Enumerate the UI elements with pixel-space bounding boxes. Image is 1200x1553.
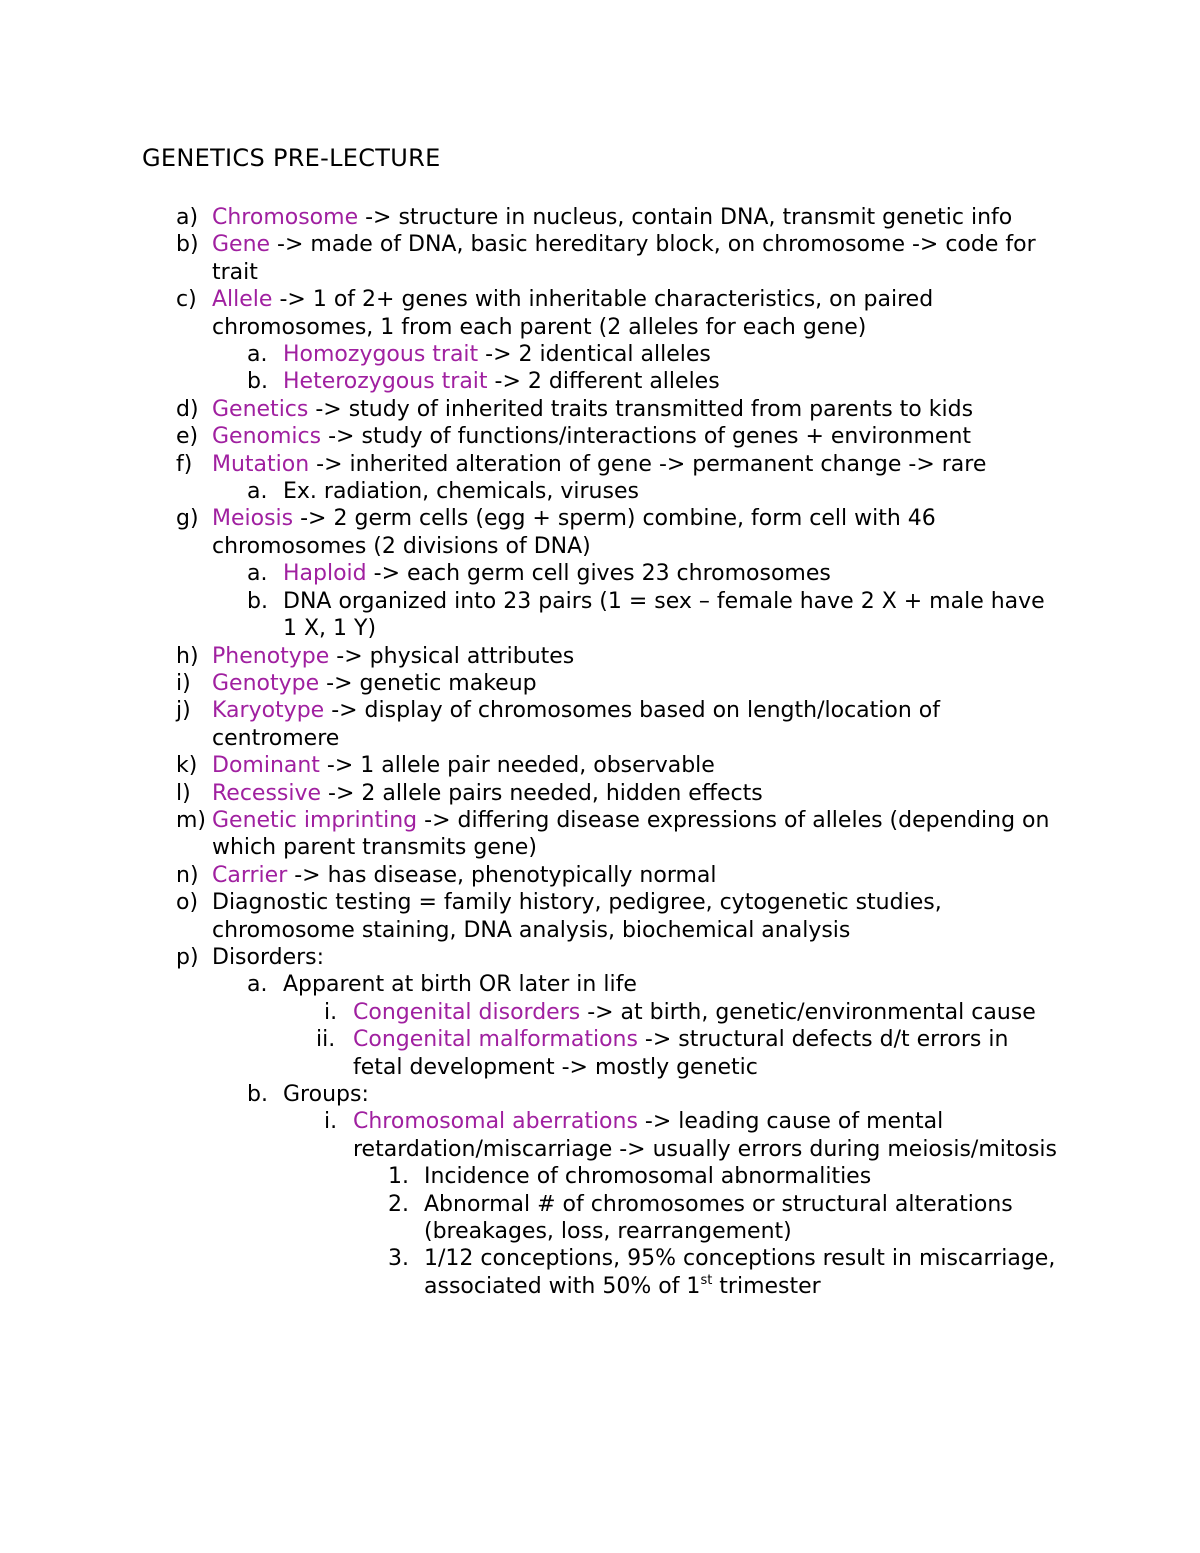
list-item — [0, 204, 1062, 231]
definition: -> display of chromosomes based on length/location of centromere — [212, 698, 940, 751]
term: Chromosome — [212, 205, 359, 230]
list-item — [0, 231, 1062, 286]
list-item — [0, 889, 1062, 944]
list-item — [0, 1026, 1063, 1081]
list-marker: i. — [324, 1109, 338, 1135]
term: Heterozygous trait — [283, 369, 488, 395]
list-marker: ii. — [316, 1027, 336, 1053]
term: Homozygous trait — [283, 342, 479, 368]
definition: -> 1 allele pair needed, observable — [319, 753, 715, 779]
list-marker: b. — [247, 1082, 268, 1107]
list-marker: b. — [247, 588, 268, 614]
list-marker: b) — [176, 232, 199, 258]
list-item — [0, 971, 1063, 998]
term: Allele — [212, 287, 273, 313]
definition: Abnormal # of chromosomes or structural alterations (breakages, loss, rearrangement) — [424, 1191, 1013, 1245]
term: Congenital malformations — [353, 1027, 638, 1053]
list-item — [0, 1191, 1064, 1246]
list-marker: 3. — [388, 1246, 409, 1272]
term: Karyotype — [212, 698, 325, 724]
list-marker: e) — [176, 424, 199, 450]
term: Genetics — [212, 396, 309, 422]
definition: -> differing disease expressions of alleles (depending on which parent transmits gene) — [212, 807, 1050, 861]
list-item — [0, 341, 1063, 368]
list-item — [0, 944, 1062, 971]
definition: 1/12 conceptions, 95% conceptions result in miscarriage, associated with 50% of 1 — [424, 1246, 1056, 1299]
list-marker: m) — [176, 807, 207, 833]
definition: -> genetic makeup — [319, 670, 537, 696]
list-marker: 2. — [388, 1191, 409, 1217]
definition: -> each germ cell gives 23 chromosomes — [366, 561, 831, 587]
definition: Groups: — [283, 1082, 369, 1107]
term: Phenotype — [212, 643, 330, 669]
list-marker: h) — [176, 643, 199, 669]
list-item — [0, 697, 1062, 752]
list-marker: a. — [247, 342, 268, 368]
definition-end: trimester — [712, 1273, 821, 1299]
superscript: st — [700, 1272, 713, 1288]
notes-list — [0, 204, 1200, 1300]
list-item — [0, 368, 1063, 395]
definition: -> made of DNA, basic hereditary block, on chromosome -> code for trait — [212, 232, 1036, 285]
definition: -> has disease, phenotypically normal — [287, 862, 717, 888]
definition: -> inherited alteration of gene -> permanent change -> rare — [309, 451, 987, 477]
definition: -> at birth, genetic/environmental cause — [580, 999, 1036, 1025]
term: Recessive — [212, 780, 322, 806]
definition: -> 2 allele pairs needed, hidden effects — [321, 780, 763, 806]
definition: -> 2 different alleles — [487, 369, 720, 395]
term: Genotype — [212, 670, 320, 696]
list-item — [0, 286, 1062, 341]
list-marker: 1. — [388, 1164, 409, 1190]
list-marker: i. — [324, 999, 338, 1025]
term: Mutation — [212, 451, 310, 477]
term: Carrier — [212, 862, 288, 888]
list-item — [0, 451, 1062, 478]
list-marker: a. — [247, 561, 268, 587]
list-item — [0, 560, 1063, 587]
list-item — [0, 588, 1063, 643]
list-marker: b. — [247, 369, 268, 395]
term: Gene — [212, 232, 271, 258]
term: Meiosis — [212, 506, 294, 532]
list-item — [0, 643, 1062, 670]
definition: -> study of inherited traits transmitted from parents to kids — [308, 396, 974, 422]
list-marker: a. — [247, 479, 268, 505]
list-item — [0, 780, 1062, 807]
term: Genetic imprinting — [212, 807, 418, 833]
list-marker: k) — [176, 753, 198, 779]
term: Haploid — [283, 561, 367, 587]
definition: Disorders: — [212, 944, 325, 970]
list-marker: p) — [176, 944, 199, 970]
list-marker: g) — [176, 506, 199, 532]
definition: -> structural defects d/t errors in fetal development -> mostly genetic — [353, 1027, 1009, 1080]
definition: -> 2 identical alleles — [478, 342, 711, 368]
definition: DNA organized into 23 pairs (1 = sex – female have 2 X + male have 1 X, 1 Y) — [283, 588, 1045, 642]
list-marker: a) — [176, 205, 199, 230]
list-item — [0, 1163, 1064, 1190]
list-item — [0, 752, 1062, 779]
list-item — [0, 423, 1062, 450]
list-marker: o) — [176, 890, 199, 916]
list-item — [0, 478, 1063, 505]
term: Dominant — [212, 753, 320, 779]
list-marker: i) — [176, 670, 191, 696]
list-marker: d) — [176, 396, 199, 422]
term: Chromosomal aberrations — [353, 1109, 638, 1135]
term: Genomics — [212, 424, 322, 450]
definition: Ex. radiation, chemicals, viruses — [283, 479, 639, 505]
list-item — [0, 396, 1062, 423]
definition: -> 1 of 2+ genes with inheritable characteristics, on paired chromosomes, 1 from each parent (2 alleles for each gene) — [212, 287, 934, 340]
definition: -> 2 germ cells (egg + sperm) combine, form cell with 46 chromosomes (2 divisions of DNA) — [212, 506, 936, 559]
definition: -> structure in nucleus, contain DNA, transmit genetic info — [358, 205, 1013, 230]
definition: Diagnostic testing = family history, pedigree, cytogenetic studies, chromosome staining, DNA analysis, biochemical analysis — [212, 890, 942, 943]
definition: -> study of functions/interactions of genes + environment — [321, 424, 972, 450]
list-marker: a. — [247, 972, 268, 998]
term: Congenital disorders — [353, 999, 581, 1025]
list-item — [0, 1081, 1063, 1108]
list-item — [0, 1245, 1064, 1300]
definition: Incidence of chromosomal abnormalities — [424, 1164, 872, 1190]
list-item — [0, 1108, 1063, 1163]
definition: -> physical attributes — [329, 643, 575, 669]
list-marker: f) — [176, 451, 193, 477]
list-item — [0, 505, 1062, 560]
page-title: GENETICS PRE-LECTURE — [142, 144, 441, 172]
list-item — [0, 999, 1063, 1026]
list-marker: c) — [176, 287, 197, 313]
list-marker: j) — [176, 698, 191, 724]
definition: Apparent at birth OR later in life — [283, 972, 637, 998]
list-item — [0, 670, 1062, 697]
list-marker: n) — [176, 862, 199, 888]
list-item — [0, 807, 1062, 862]
list-item — [0, 862, 1062, 889]
list-marker: l) — [176, 780, 191, 806]
definition: -> leading cause of mental retardation/miscarriage -> usually errors during meiosis/mitosis — [353, 1109, 1057, 1162]
